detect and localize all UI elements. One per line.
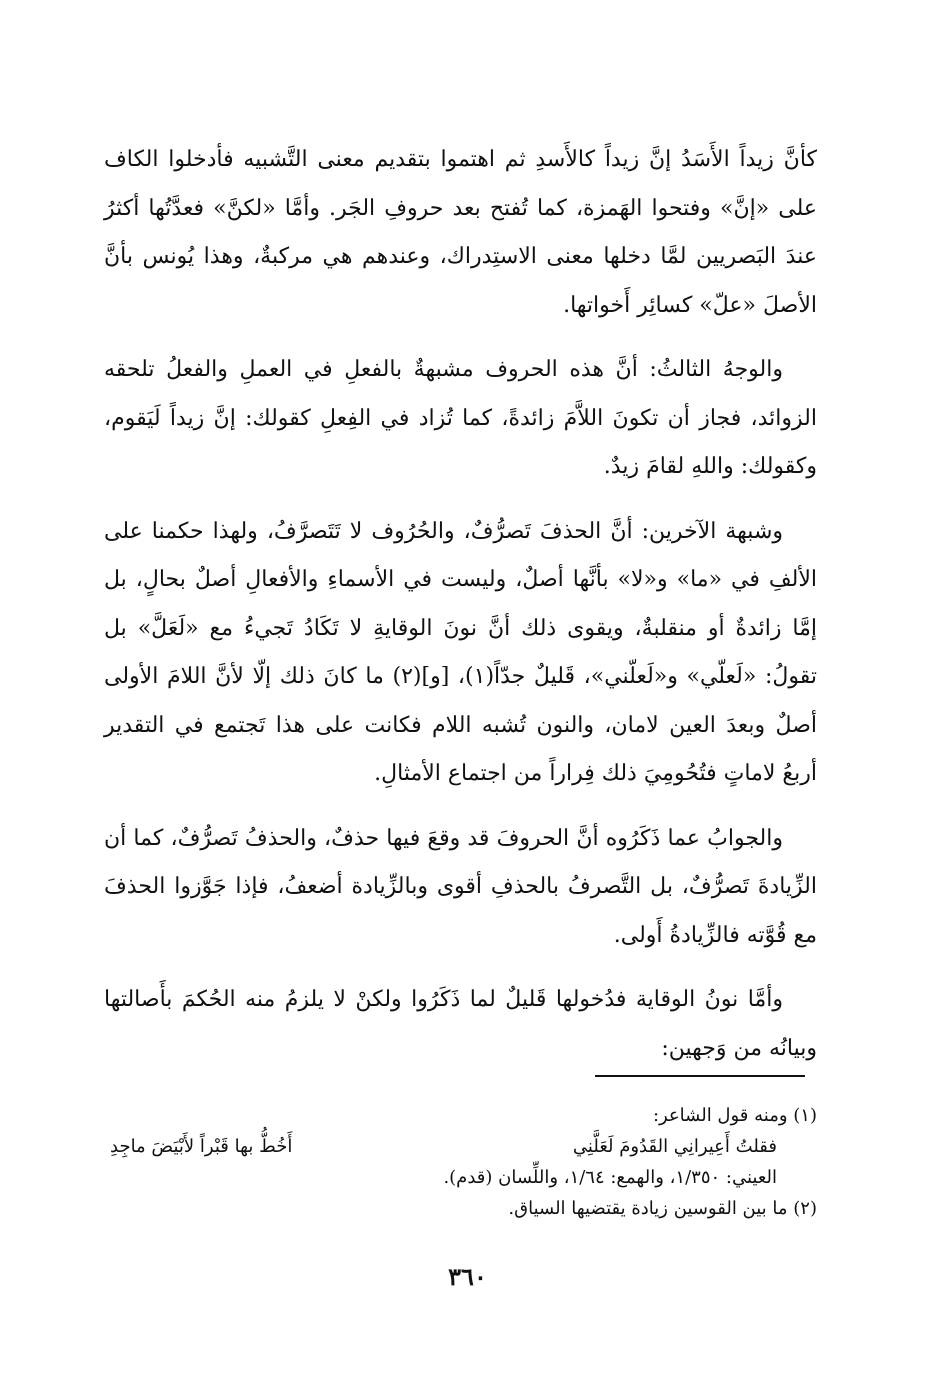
paragraph-2: والوجهُ الثالثُ: أنَّ هذه الحروف مشبهةٌ بالفعلِ في العملِ والفعلُ تلحقه الزوائد، فجاز أن تكونَ اللاَّمَ زائدةً، كما تُزاد في الفِعلِ كقولك: إنَّ زيداً لَيَقوم، وكقولك: واللهِ لقامَ زيدٌ. <box>104 357 817 479</box>
page-number: ٣٦٠ <box>448 1262 487 1291</box>
verse-first-hemistich: فقلتُ أَعِيرانِي القَدُومَ لَعَلَّنِي <box>572 1136 777 1157</box>
footnote-divider <box>595 1075 805 1077</box>
paragraph-5: وأمَّا نونُ الوقاية فدُخولها قَليلٌ لما ذَكَرُوا ولكنْ لا يلزمُ منه الحُكمَ بأَصالتها وبيانُه من وَجهين: <box>104 987 817 1061</box>
main-text <box>104 136 817 1089</box>
footnote-1-intro: (١) ومنه قول الشاعر: <box>652 1105 817 1126</box>
paragraph-4: والجوابُ عما ذَكَرُوه أنَّ الحروفَ قد وقعَ فيها حذفٌ، والحذفُ تَصرُّفٌ، كما أن الزِّيادةَ تَصرُّفٌ، بل التَّصرفُ بالحذفِ أقوى وبالزِّيادة أضعفُ، فإذا جَوَّزوا الحذفَ مع قُوَّته فالزِّيادةُ أَولى. <box>104 825 817 948</box>
paragraph-1: كأنَّ زيداً الأَسَدُ إنَّ زيداً كالأَسدِ ثم اهتموا بتقديم معنى التَّشبيه فأدخلوا الكاف على «إنَّ» وفتحوا الهَمزة، كما تُفتح بعد حروفِ الجَر. وأمَّا «لكنَّ» فعدَّتُها أكثرُ عندَ البَصريين لمَّا دخلها معنى الاستِدراك، وعندهم هي مركبةٌ، وهذا يُونس بأنَّ الأصلَ «علّ» كسائِر أَخواتها. <box>104 147 817 318</box>
footnote-2: (٢) ما بين القوسين زيادة يقتضيها السياق. <box>508 1198 817 1219</box>
footnote-1-verse <box>104 1131 817 1162</box>
footnotes <box>104 1100 817 1224</box>
verse-second-hemistich: أَخُطُّ بها قَبْراً لأَبْيَضَ ماجِدِ <box>110 1136 293 1157</box>
footnote-1-source: العيني: ١/٣٥٠، والهمع: ١/٦٤، واللِّسان (قدم). <box>443 1167 777 1188</box>
paragraph-3: وشبهة الآخرين: أنَّ الحذفَ تَصرُّفٌ، والحُرُوف لا تَتَصرَّفُ، ولهذا حكمنا على الألفِ في «ما» و«لا» بأنَّها أصلٌ، وليست في الأسماءِ والأفعالِ أصلٌ بحالٍ، بل إمَّا زائدةٌ أو منقلبةٌ، ويقوى ذلك أنَّ نونَ الوقايةِ لا تَكَادُ تَجيءُ مع «لَعَلَّ» بل تقولُ: «لَعلّي» و«لَعلّني»، قَليلٌ جدّاً(١)، [و](٢) ما كانَ ذلك إلّا لأنَّ اللامَ الأولى أصلٌ وبعدَ العين لامان، والنون تُشبه اللام فكانت على هذا تَجتمع في التقدير أربعُ لاماتٍ فتُحُومِيَ ذلك فِراراً من اجتماع الأمثالِ. <box>104 518 817 786</box>
